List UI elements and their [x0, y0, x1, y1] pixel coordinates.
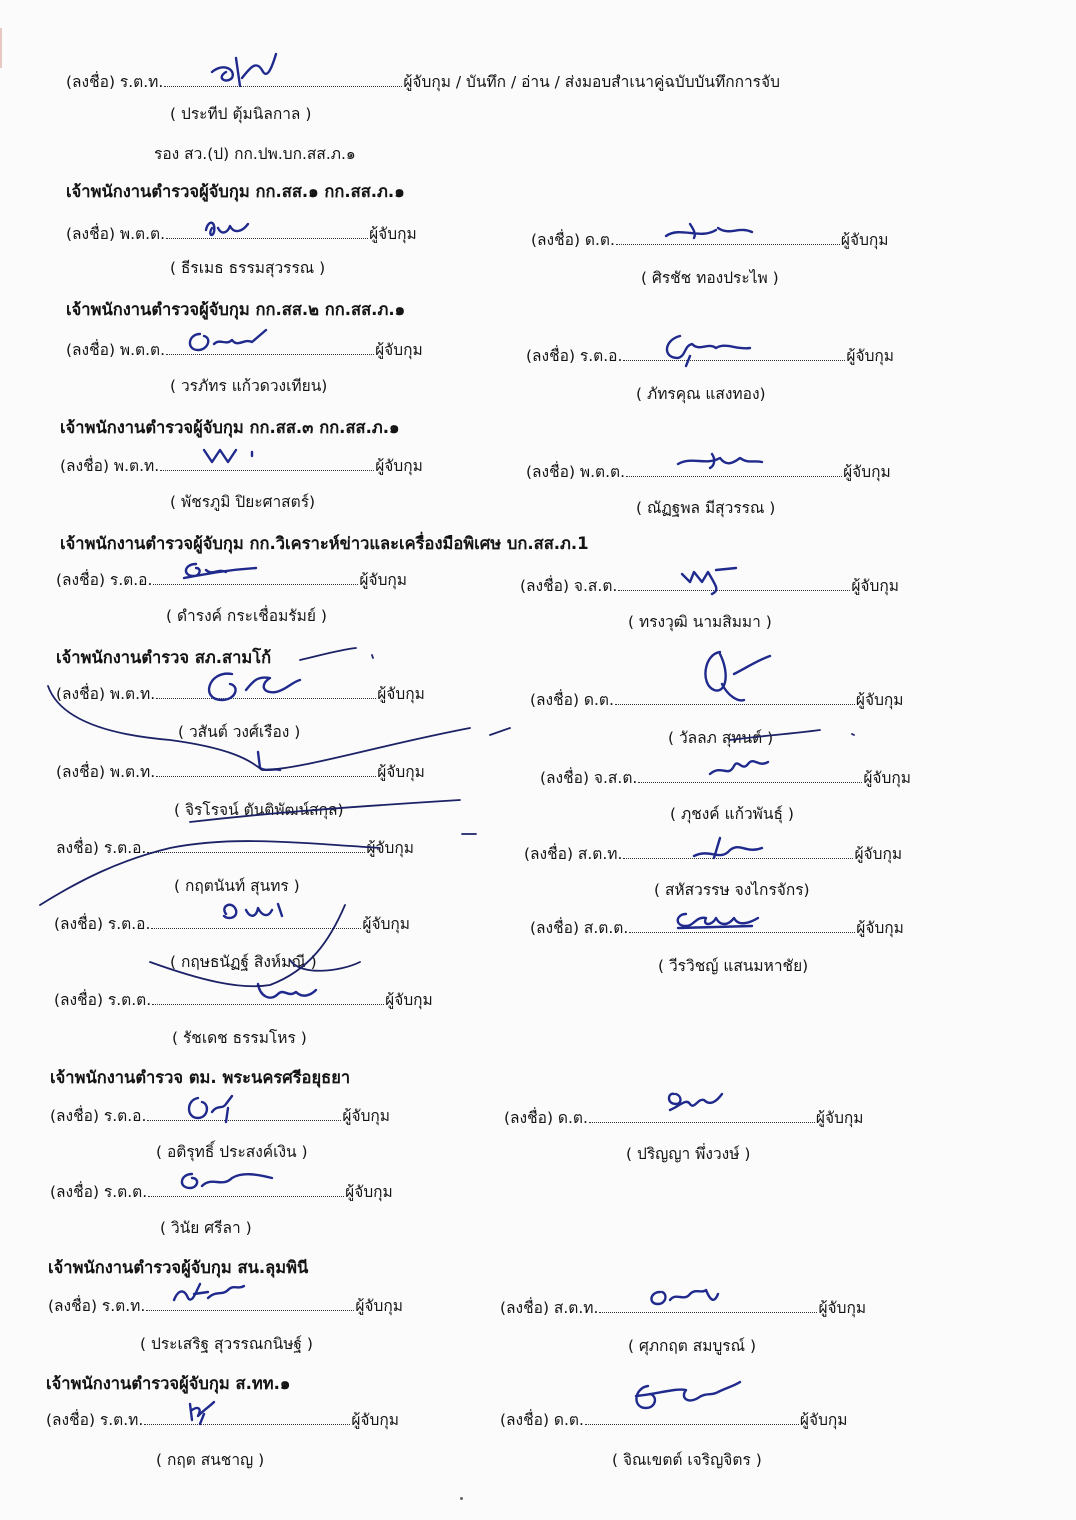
rank-prefix: (ลงชื่อ) ร.ต.อ.	[526, 347, 623, 365]
signature-line	[524, 844, 902, 864]
role-label: ผู้จับกุม	[377, 763, 425, 781]
role-label: ผู้จับกุม	[359, 571, 408, 589]
section-heading: เจ้าพนักงานตำรวจผู้จับกุม กก.สส.๑ กก.สส.ภ.๑	[66, 182, 405, 201]
rank-prefix: (ลงชื่อ) พ.ต.ท.	[56, 685, 156, 703]
rank-prefix: (ลงชื่อ) ร.ต.ท.	[48, 1297, 146, 1315]
role-label: ผู้จับกุม	[854, 845, 903, 863]
signature-line	[500, 1298, 866, 1318]
signature-line	[56, 570, 407, 590]
role-label: ผู้จับกุม / บันทึก / อ่าน / ส่งมอบสำเนาคู่ฉบับบันทึกการจับ	[403, 73, 780, 91]
role-label: ผู้จับกุม	[377, 685, 425, 703]
signer-name: ( สหัสวรรษ จงไกรจักร)	[654, 881, 810, 899]
section-heading: เจ้าพนักงานตำรวจผู้จับกุม กก.วิเคราะห์ข่าวและเครื่องมือพิเศษ บก.สส.ภ.1	[60, 534, 589, 553]
signature-line	[56, 684, 425, 704]
rank-prefix: (ลงชื่อ) พ.ต.ท.	[60, 457, 160, 475]
section-heading: เจ้าพนักงานตำรวจผู้จับกุม กก.สส.๒ กก.สส.ภ.๑	[66, 300, 406, 319]
rank-prefix: (ลงชื่อ) ส.ต.ท.	[500, 1299, 599, 1317]
signer-name: ( ทรงวุฒิ นามสิมมา )	[628, 613, 772, 631]
signature-line	[526, 346, 894, 366]
signature-line	[56, 762, 425, 782]
signature-line	[531, 230, 889, 250]
signer-name: ( กฤต สนชาญ )	[156, 1451, 265, 1469]
signer-name: ( ธีรเมธ ธรรมสุวรรณ )	[170, 259, 326, 277]
top-signature-line	[66, 72, 780, 92]
signer-name: ( จิรโรจน์ ตันติพัฒน์สกุล)	[174, 801, 344, 819]
scan-edge-mark	[0, 28, 2, 68]
role-label: ผู้จับกุม	[799, 1411, 848, 1429]
role-label: ผู้จับกุม	[375, 341, 423, 359]
rank-prefix: (ลงชื่อ) จ.ส.ต.	[520, 577, 618, 595]
signature-line	[60, 456, 423, 476]
rank-prefix: (ลงชื่อ) ร.ต.อ.	[50, 1107, 147, 1125]
signature-line	[66, 340, 423, 360]
signature-line	[500, 1410, 848, 1430]
role-label: ผู้จับกุม	[345, 1183, 393, 1201]
signer-name: ( อติรุทธิ์ ประสงค์เงิน )	[156, 1143, 308, 1161]
role-label: ผู้จับกุม	[815, 1109, 864, 1127]
section-heading: เจ้าพนักงานตำรวจผู้จับกุม ส.ทท.๑	[46, 1374, 291, 1393]
signer-name: ( วสันต์ วงศ์เรือง )	[178, 723, 301, 741]
signer-name: ( ภุชงค์ แก้วพันธุ์ )	[670, 805, 794, 823]
section-heading: เจ้าพนักงานตำรวจ ตม. พระนครศรีอยุธยา	[50, 1068, 351, 1087]
signature-line	[48, 1296, 403, 1316]
role-label: ผู้จับกุม	[351, 1411, 399, 1429]
rank-prefix: (ลงชื่อ) จ.ส.ต.	[540, 769, 638, 787]
signature-line	[54, 990, 433, 1010]
section-heading: เจ้าพนักงานตำรวจผู้จับกุม กก.สส.๓ กก.สส.ภ.๑	[60, 418, 400, 437]
role-label: ผู้จับกุม	[342, 1107, 391, 1125]
signature-line	[530, 690, 904, 710]
role-label: ผู้จับกุม	[863, 769, 911, 787]
rank-prefix: (ลงชื่อ) พ.ต.ต.	[526, 463, 626, 481]
signature-line	[50, 1106, 390, 1126]
rank-prefix: (ลงชื่อ) ร.ต.ท.	[66, 73, 164, 91]
signature-line	[66, 224, 417, 244]
rank-prefix: (ลงชื่อ) ร.ต.ต.	[50, 1183, 148, 1201]
signer-name: ( ปริญญา พึ่งวงษ์ )	[626, 1145, 751, 1163]
role-label: ผู้จับกุม	[840, 231, 889, 249]
signer-name: ( ศิรชัช ทองประไพ )	[641, 269, 779, 287]
signer-name: ( ดำรงค์ กระเชื่อมรัมย์ )	[166, 607, 327, 625]
role-label: ผู้จับกุม	[855, 691, 904, 709]
section-heading: เจ้าพนักงานตำรวจ สภ.สามโก้	[56, 648, 272, 667]
signer-name: ( วรภัทร แก้วดวงเทียน)	[170, 377, 328, 395]
rank-prefix: (ลงชื่อ) ส.ต.ต.	[530, 919, 629, 937]
rank-prefix: (ลงชื่อ) ด.ต.	[500, 1411, 584, 1429]
signature-line	[540, 768, 911, 788]
signature-line	[520, 576, 899, 596]
rank-prefix: (ลงชื่อ) ร.ต.อ.	[54, 915, 151, 933]
signer-name: ( วินัย ศรีลา )	[160, 1219, 252, 1237]
signer-name: ( พัชรภูมิ ปิยะศาสตร์)	[170, 493, 316, 511]
signature-line	[54, 914, 410, 934]
signature-line	[504, 1108, 864, 1128]
signer-name: ( ณัฏฐพล มีสุวรรณ )	[636, 499, 776, 517]
role-label: ผู้จับกุม	[369, 225, 417, 243]
rank-prefix: (ลงชื่อ) พ.ต.ต.	[66, 341, 166, 359]
scan-speck	[460, 1497, 463, 1500]
role-label: ผู้จับกุม	[856, 919, 904, 937]
rank-prefix: (ลงชื่อ) พ.ต.ท.	[56, 763, 156, 781]
role-label: ผู้จับกุม	[818, 1299, 867, 1317]
role-label: ผู้จับกุม	[851, 577, 899, 595]
rank-prefix: (ลงชื่อ) ด.ต.	[530, 691, 614, 709]
rank-prefix: (ลงชื่อ) ร.ต.ท.	[46, 1411, 144, 1429]
role-label: ผู้จับกุม	[375, 457, 423, 475]
rank-prefix: (ลงชื่อ) พ.ต.ต.	[66, 225, 166, 243]
signer-name: ( รัชเดช ธรรมโหร )	[172, 1029, 307, 1047]
rank-prefix: (ลงชื่อ) ร.ต.อ.	[56, 571, 153, 589]
signer-position: รอง สว.(ป) กก.ปพ.บก.สส.ภ.๑	[154, 145, 356, 163]
role-label: ผู้จับกุม	[355, 1297, 403, 1315]
signer-name: ( กฤตนันท์ สุนทร )	[174, 877, 300, 895]
signer-name: ( วีรวิชญ์ แสนมหาชัย)	[658, 957, 809, 975]
signer-name: ( กฤษธนัฏฐ์ สิงห์มณี )	[170, 953, 317, 971]
role-label: ผู้จับกุม	[362, 915, 411, 933]
rank-prefix: ลงชื่อ) ร.ต.อ.	[56, 839, 147, 857]
signer-name: ( ประเสริฐ สุวรรณกนิษฐ์ )	[140, 1335, 313, 1353]
signature-line	[56, 838, 414, 858]
rank-prefix: (ลงชื่อ) ด.ต.	[531, 231, 615, 249]
signer-name: ( วัลลภ สุทนต์ )	[668, 729, 774, 747]
role-label: ผู้จับกุม	[843, 463, 891, 481]
signature-line	[530, 918, 904, 938]
rank-prefix: (ลงชื่อ) ส.ต.ท.	[524, 845, 623, 863]
signer-name: ( ประทีป ตุ้มนิลกาล )	[170, 105, 312, 123]
rank-prefix: (ลงชื่อ) ร.ต.ต.	[54, 991, 152, 1009]
section-heading: เจ้าพนักงานตำรวจผู้จับกุม สน.ลุมพินี	[48, 1258, 309, 1277]
role-label: ผู้จับกุม	[385, 991, 433, 1009]
signature-line	[46, 1410, 399, 1430]
signer-name: ( ศุภกฤต สมบูรณ์ )	[628, 1337, 756, 1355]
rank-prefix: (ลงชื่อ) ด.ต.	[504, 1109, 588, 1127]
role-label: ผู้จับกุม	[846, 347, 895, 365]
signature-line	[50, 1182, 393, 1202]
role-label: ผู้จับกุม	[366, 839, 414, 857]
signer-name: ( จิณเขตต์ เจริญจิตร )	[612, 1451, 762, 1469]
signature-line	[526, 462, 891, 482]
signer-name: ( ภัทรคุณ แสงทอง)	[636, 385, 766, 403]
